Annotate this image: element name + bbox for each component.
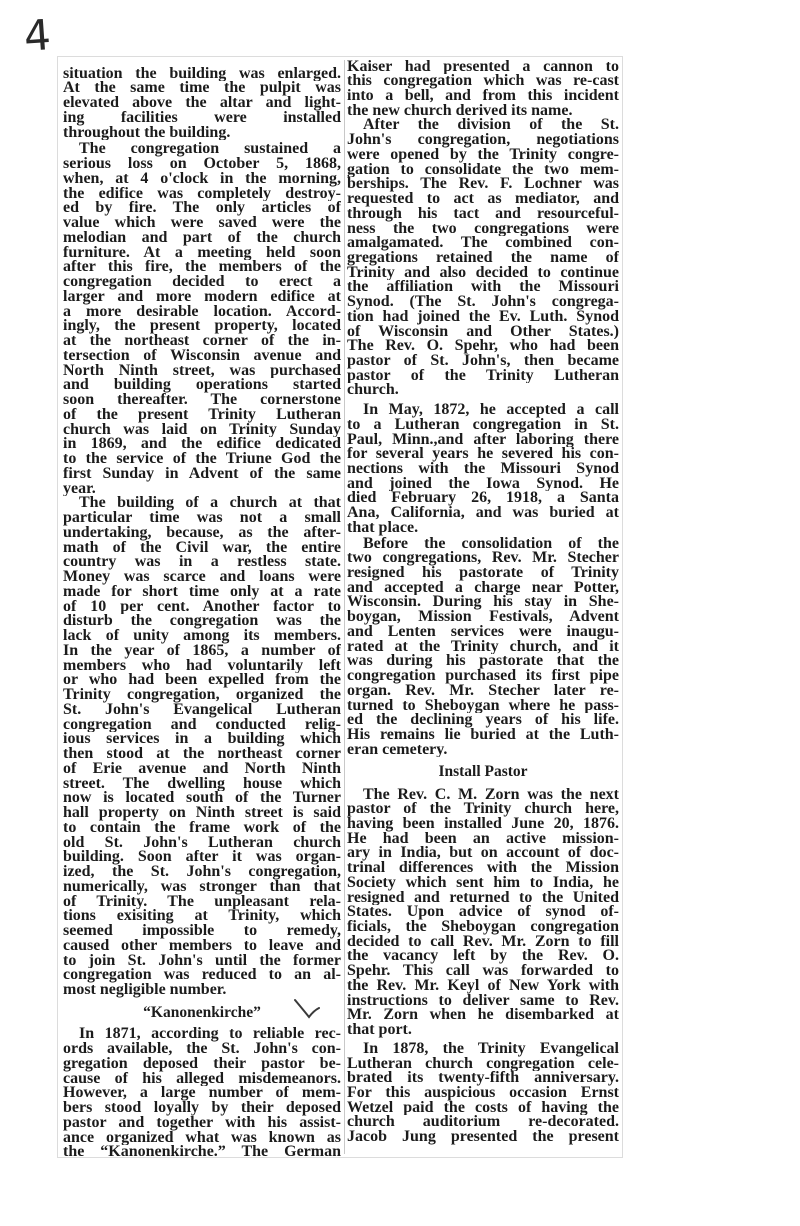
text-line: of Wisconsin and Other States.) — [347, 324, 619, 340]
text-line: of the present Trinity Lutheran — [63, 407, 341, 423]
text-line: John's congregation, negotiations — [347, 133, 619, 148]
handwritten-page-number: 4 — [22, 10, 53, 61]
text-line: trinal differences with the Mission — [347, 861, 619, 876]
text-line: The building of a church at that — [79, 496, 341, 511]
text-line: Society which sent him to India, he — [347, 875, 619, 891]
text-line: soon thereafter. The cornerstone — [63, 393, 341, 408]
text-line: Before the consolidation of the — [363, 536, 619, 552]
text-line: gregations retained the name of — [347, 250, 619, 266]
left-column — [63, 67, 341, 1177]
text-line: At the same time the pulpit was — [63, 81, 341, 96]
text-line: Trinity and also decided to continue — [347, 265, 619, 281]
paragraph — [63, 1027, 341, 1160]
paragraph — [347, 403, 619, 535]
text-line: lack of unity among its members. — [63, 629, 341, 644]
text-line: ness the two congregations were — [347, 221, 619, 237]
text-line: the edifice was completely destroy- — [63, 186, 341, 202]
text-line: having been installed June 20, 1876. — [347, 817, 619, 832]
text-line: to join St. John's until the former — [63, 953, 341, 969]
text-line: pastor of St. John's, then became — [347, 353, 619, 369]
text-line: St. John's Evangelical Lutheran — [63, 702, 341, 718]
text-line: ingly, the present property, located — [63, 319, 341, 334]
text-line: Jacob Jung presented the present — [347, 1130, 619, 1145]
text-line: through his tact and resourceful- — [347, 206, 619, 222]
text-line: and building operations started — [63, 378, 341, 393]
text-line: that port. — [347, 1023, 412, 1038]
text-line: the affiliation with the Missouri — [347, 280, 619, 296]
text-line: ary in India, but on account of doc- — [347, 846, 619, 862]
text-line: country was in a restless state. — [63, 555, 341, 570]
text-line: the “Kanonenkirche.” The German — [63, 1145, 341, 1160]
text-line: tion had joined the Ev. Luth. Synod — [347, 309, 619, 325]
text-line: building. Soon after it was organ- — [63, 850, 341, 865]
text-line: rated at the Trinity church, and it — [347, 639, 619, 655]
text-line: died February 26, 1918, a Santa — [347, 491, 619, 507]
text-line: pastor of the Trinity Lutheran — [347, 368, 619, 384]
text-line: Wisconsin. During his stay in She- — [347, 595, 619, 611]
text-line: gation to consolidate the two mem- — [347, 162, 619, 178]
text-line: Lutheran church congregation cele- — [347, 1056, 619, 1072]
column-rule — [344, 60, 345, 1154]
text-line: congregation was reduced to an al- — [63, 968, 341, 983]
text-line: were opened by the Trinity congre- — [347, 147, 619, 163]
text-line: States. Upon advice of synod of- — [347, 905, 619, 921]
text-line: first Sunday in Advent of the same — [63, 466, 341, 482]
text-line: Paul, Minn.,and after laboring there — [347, 432, 619, 448]
text-line: church. — [347, 383, 399, 399]
paragraph — [347, 788, 619, 1038]
text-line: furniture. At a meeting held soon — [63, 245, 341, 261]
text-line: boygan, Mission Festivals, Advent — [347, 610, 619, 625]
paragraph — [63, 496, 341, 998]
text-line: most negligible number. — [63, 983, 227, 998]
text-line: Kaiser had presented a cannon to — [347, 59, 619, 75]
text-line: ed the declining years of his life. — [347, 713, 619, 728]
text-line: street. The dwelling house which — [63, 776, 341, 792]
text-line: The Rev. O. Spehr, who had been — [347, 339, 619, 354]
text-line: gregation deposed their pastor be- — [63, 1056, 341, 1072]
text-line: Wetzel paid the costs of having the — [347, 1100, 619, 1116]
text-line: to a Lutheran congregation in St. — [347, 417, 619, 433]
text-line: brated its twenty-fifth anniversary. — [347, 1071, 619, 1086]
text-line: to contain the frame work of the — [63, 820, 341, 836]
text-line: turned to Sheboygan where he pass- — [347, 698, 619, 714]
section-heading: Install Pastor — [438, 762, 528, 780]
text-line: and joined the Iowa Synod. He — [347, 476, 619, 492]
text-line: For this auspicious occasion Ernst — [347, 1085, 619, 1101]
text-line: organ. Rev. Mr. Stecher later re- — [347, 683, 619, 699]
text-line: of Erie avenue and North Ninth — [63, 761, 341, 777]
text-line: made for short time only at a rate — [63, 584, 341, 600]
text-line: church was laid on Trinity Sunday — [63, 422, 341, 438]
text-line: In the year of 1865, a number of — [63, 643, 341, 659]
text-line: His remains lie buried at the Luth- — [347, 727, 619, 743]
text-line: ious services in a building which — [63, 732, 341, 747]
paragraph — [347, 118, 619, 398]
text-line: Spehr. This call was forwarded to — [347, 964, 619, 979]
text-line: Money was scarce and loans were — [63, 570, 341, 585]
text-line: pastor of the Trinity church here, — [347, 802, 619, 817]
text-line: caused other members to leave and — [63, 938, 341, 954]
text-line: members who had voluntarily left — [63, 658, 341, 674]
text-line: berships. The Rev. F. Lochner was — [347, 177, 619, 193]
text-line: ords available, the St. John's con- — [63, 1042, 341, 1057]
text-line: in 1869, and the edifice dedicated — [63, 437, 341, 452]
text-line: instructions to deliver same to Rev. — [347, 993, 619, 1009]
text-line: math of the Civil war, the entire — [63, 540, 341, 556]
text-line: cause of his alleged misdemeanors. — [63, 1071, 341, 1087]
text-line: Mr. Zorn when he disembarked at — [347, 1008, 619, 1024]
text-line: value which were saved were the — [63, 216, 341, 231]
text-line: the new church derived its name. — [347, 103, 573, 119]
text-line: hall property on Ninth street is said — [63, 806, 341, 821]
right-column — [347, 60, 619, 1170]
text-line: After the division of the St. — [363, 118, 619, 134]
text-line: then stood at the northeast corner — [63, 747, 341, 762]
text-line: was during his pastorate that the — [347, 654, 619, 670]
paragraph — [347, 537, 619, 758]
text-line: eran cemetery. — [347, 742, 448, 758]
text-line: into a bell, and from this incident — [347, 89, 619, 104]
text-line: when, at 4 o'clock in the morning, — [63, 171, 341, 187]
text-line: now is located south of the Turner — [63, 791, 341, 806]
text-line: at the northeast corner of the in- — [63, 334, 341, 349]
text-line: this congregation which was re-cast — [347, 74, 619, 90]
text-line: after this fire, the members of the — [63, 260, 341, 275]
text-line: requested to act as mediator, and — [347, 192, 619, 207]
text-line: elevated above the altar and light- — [63, 96, 341, 111]
text-line: the vacancy left by the Rev. O. — [347, 949, 619, 965]
text-line: The Rev. C. M. Zorn was the next — [363, 787, 619, 803]
paragraph — [347, 60, 619, 119]
text-line: ized, the St. John's congregation, — [63, 865, 341, 880]
text-line: seemed impossible to remedy, — [63, 924, 341, 939]
text-line: bers stood loyally by their deposed — [63, 1101, 341, 1116]
text-line: He had been an active mission- — [347, 831, 619, 847]
text-line: Ana, California, and was buried at — [347, 506, 619, 521]
text-line: of 10 per cent. Another factor to — [63, 599, 341, 615]
text-line: and Lenten services were inaugu- — [347, 624, 619, 640]
text-line: throughout the building. — [63, 125, 231, 141]
text-line: particular time was not a small — [63, 511, 341, 526]
text-line: serious loss on October 5, 1868, — [63, 157, 341, 172]
text-line: or who had been expelled from the — [63, 673, 341, 688]
text-line: disturb the congregation was the — [63, 614, 341, 629]
text-line: for several years he severed his con- — [347, 447, 619, 462]
text-line: congregation decided to erect a — [63, 275, 341, 290]
paragraph — [347, 1042, 619, 1145]
text-line: Synod. (The St. John's congrega- — [347, 295, 619, 310]
text-line: to the service of the Triune God the — [63, 452, 341, 467]
text-line: The congregation sustained a — [79, 142, 341, 157]
text-line: In May, 1872, he accepted a call — [363, 403, 619, 418]
text-line: tions exisiting at Trinity, which — [63, 909, 341, 924]
text-line: amalgamated. The combined con- — [347, 236, 619, 251]
text-line: resigned and returned to the United — [347, 890, 619, 906]
text-line: larger and more modern edifice at — [63, 289, 341, 305]
text-line: tersection of Wisconsin avenue and — [63, 348, 341, 364]
text-line: Trinity congregation, organized the — [63, 688, 341, 703]
text-line: and accepted a charge near Potter, — [347, 580, 619, 596]
text-line: In 1878, the Trinity Evangelical — [363, 1041, 619, 1057]
text-line: old St. John's Lutheran church — [63, 835, 341, 851]
text-line: numerically, was stronger than that — [63, 879, 341, 895]
text-line: congregation purchased its first pipe — [347, 669, 619, 684]
text-line: ance organized what was known as — [63, 1130, 341, 1146]
text-line: two congregations, Rev. Mr. Stecher — [347, 551, 619, 567]
text-line: ed by fire. The only articles of — [63, 201, 341, 216]
text-line: However, a large number of mem- — [63, 1086, 341, 1101]
section-heading: “Kanonenkirche” — [143, 1003, 261, 1021]
text-line: ficials, the Sheboygan congregation — [347, 920, 619, 935]
text-line: situation the building was enlarged. — [63, 66, 341, 82]
text-line: decided to call Rev. Mr. Zorn to fill — [347, 934, 619, 950]
paragraph — [63, 67, 341, 141]
text-line: church auditorium re-decorated. — [347, 1115, 619, 1131]
text-line: nections with the Missouri Synod — [347, 462, 619, 477]
text-line: that place. — [347, 520, 419, 536]
text-line: melodian and part of the church — [63, 230, 341, 246]
text-line: In 1871, according to reliable rec- — [79, 1027, 341, 1042]
text-line: year. — [63, 481, 96, 497]
text-line: congregation and conducted relig- — [63, 717, 341, 733]
text-line: ing facilities were installed — [63, 110, 341, 126]
paragraph — [63, 142, 341, 496]
text-line: undertaking, because, as the after- — [63, 525, 341, 541]
text-line: resigned his pastorate of Trinity — [347, 566, 619, 581]
text-line: of Trinity. The unpleasant rela- — [63, 894, 341, 910]
text-line: the Rev. Mr. Keyl of New York with — [347, 978, 619, 994]
text-line: North Ninth street, was purchased — [63, 363, 341, 379]
text-line: pastor and together with his assist- — [63, 1115, 341, 1131]
text-line: a more desirable location. Accord- — [63, 304, 341, 320]
